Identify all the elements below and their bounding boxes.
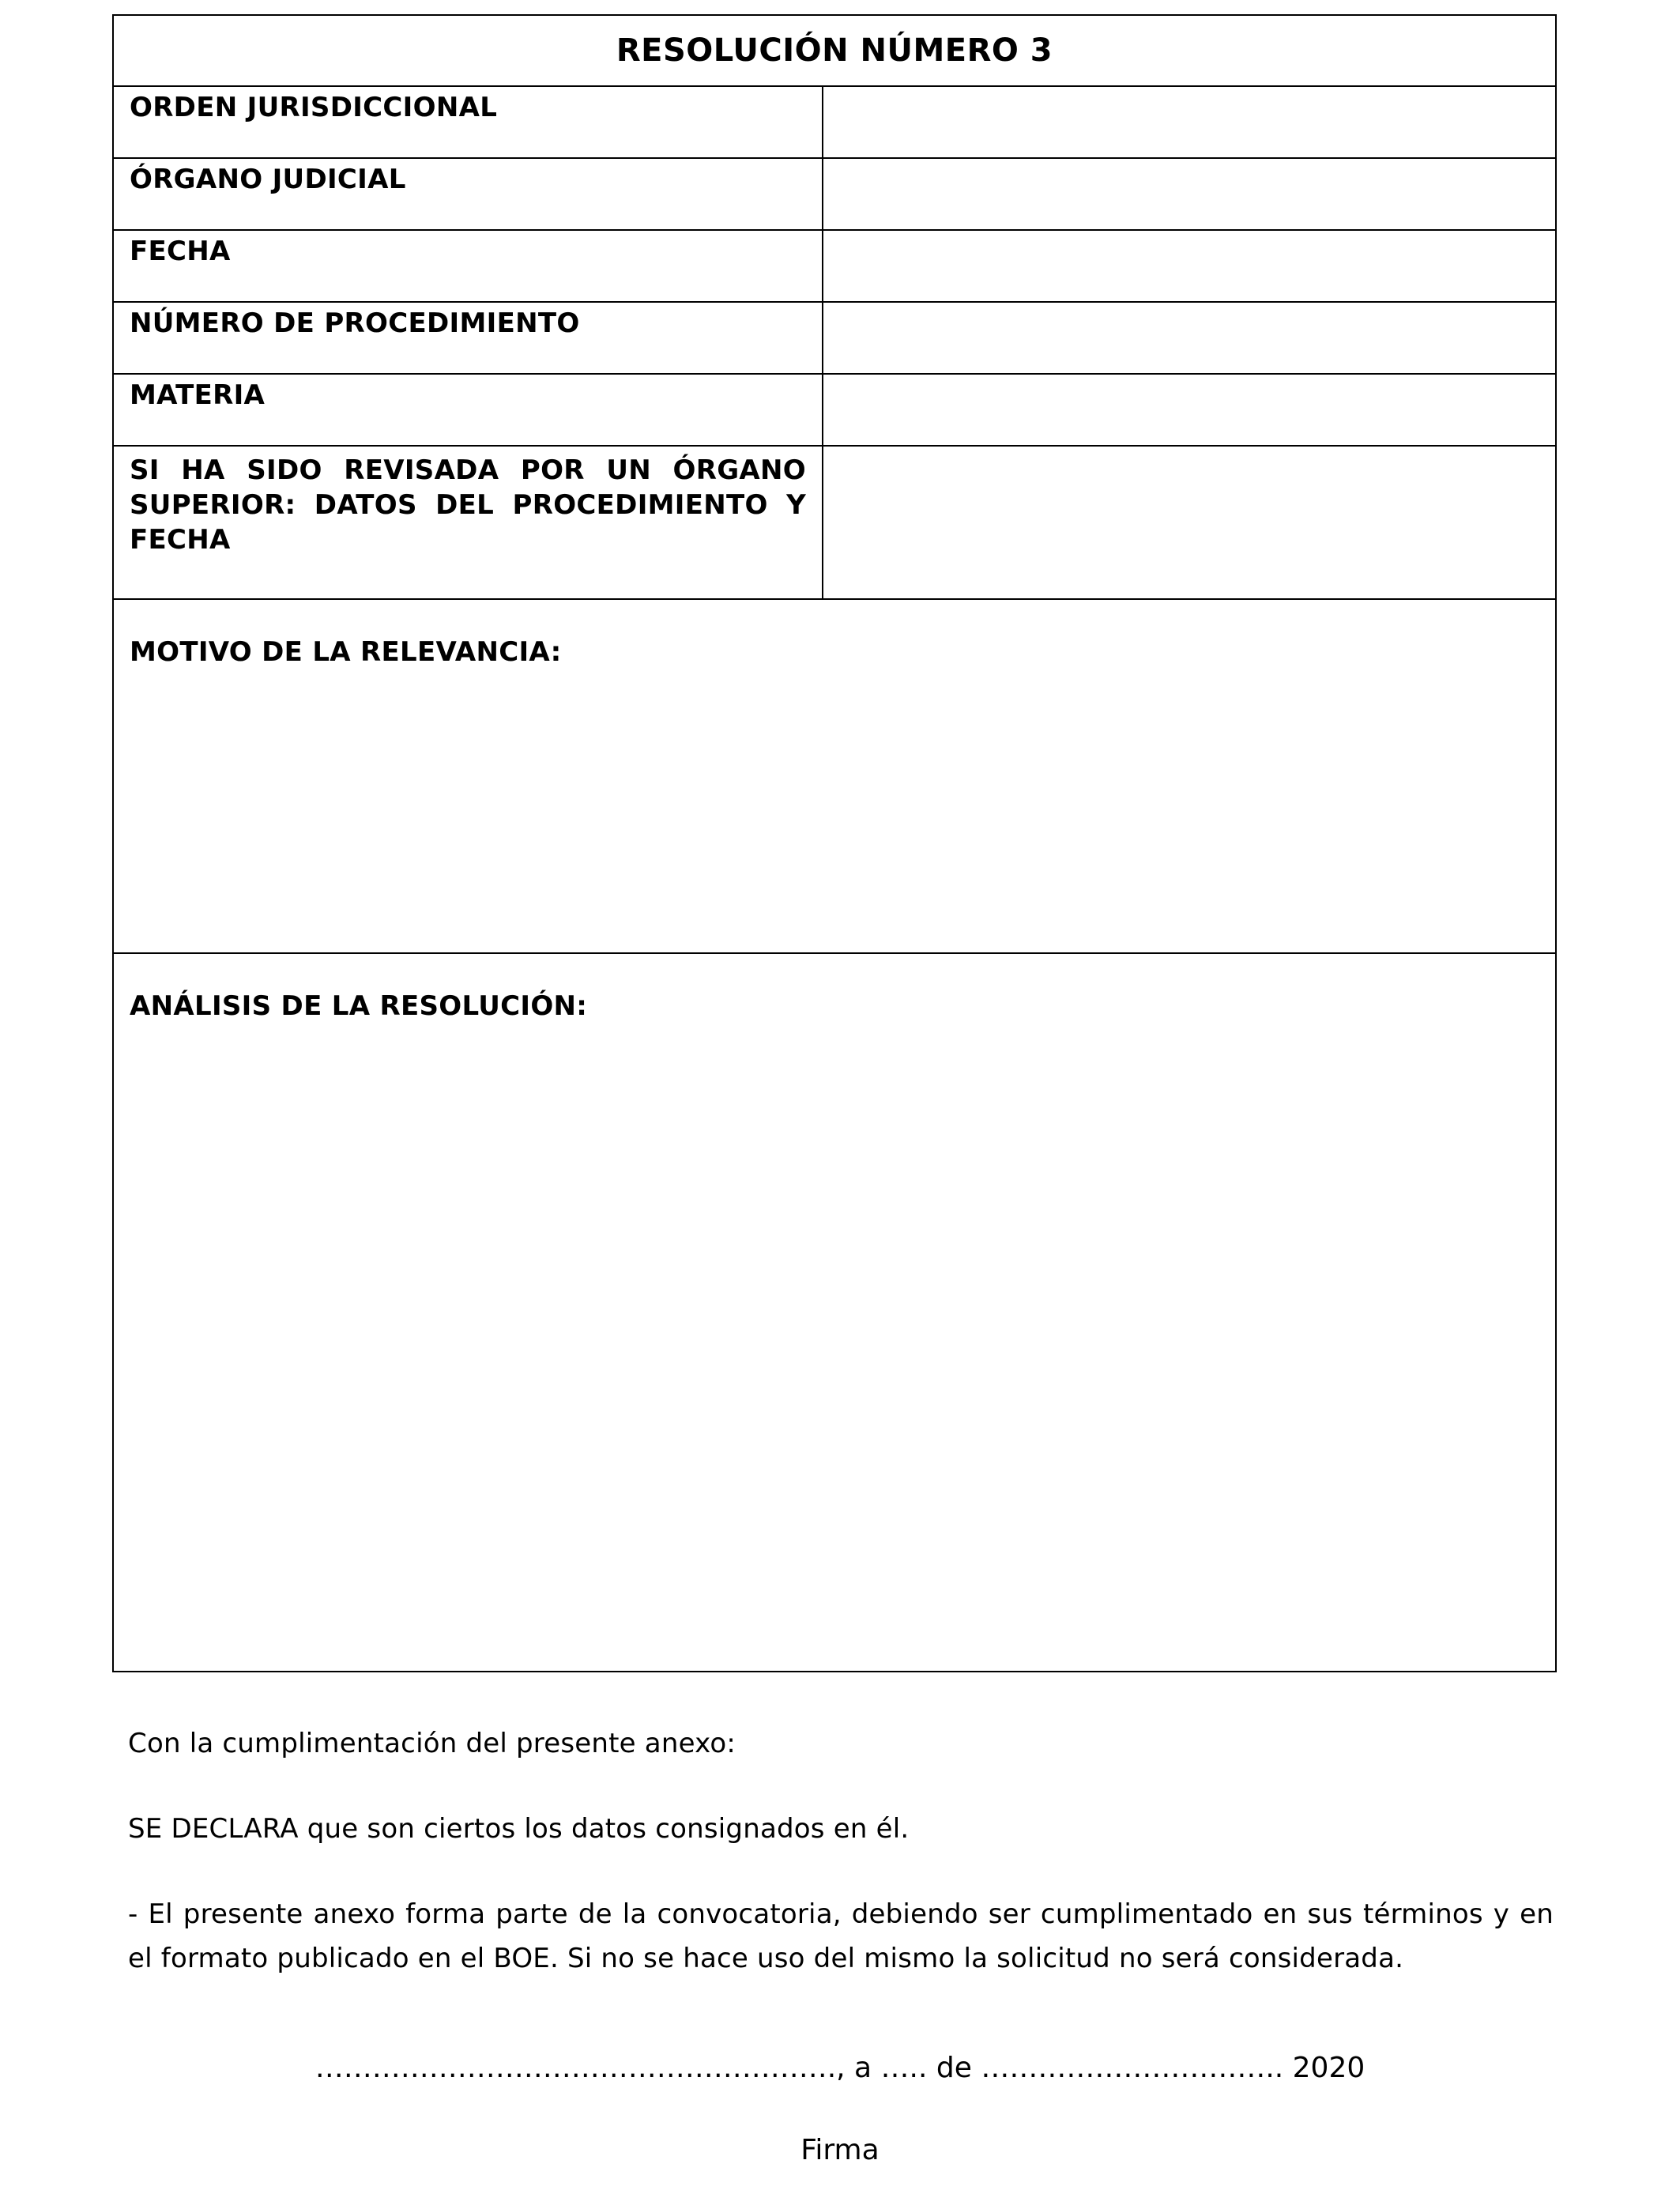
footer-note: - El presente anexo forma parte de la convocatoria, debiendo ser cumplimentado en sus términos y en el formato publicado en el BOE. Si no se hace uso del mismo la solicitud no será considerada. (128, 1898, 1554, 1974)
field-value-input[interactable] (823, 303, 1555, 373)
field-row-revision-superior (114, 447, 1555, 600)
field-label: ORDEN JURISDICCIONAL (114, 87, 823, 157)
field-label: ÓRGANO JUDICIAL (114, 159, 823, 229)
footer-intro: Con la cumplimentación del presente anexo: (128, 1728, 736, 1759)
form-title: RESOLUCIÓN NÚMERO 3 (114, 16, 1555, 87)
field-value-input[interactable] (823, 87, 1555, 157)
relevance-label: MOTIVO DE LA RELEVANCIA: (130, 636, 562, 668)
field-label: FECHA (114, 231, 823, 301)
field-label: SI HA SIDO REVISADA POR UN ÓRGANO SUPERIOR: DATOS DEL PROCEDIMIENTO Y FECHA (114, 447, 823, 598)
field-row-fecha (114, 231, 1555, 303)
relevance-section[interactable] (114, 600, 1555, 954)
footer-declaration: SE DECLARA que son ciertos los datos consignados en él. (128, 1813, 910, 1845)
field-row-materia (114, 375, 1555, 447)
field-value-input[interactable] (823, 375, 1555, 445)
resolution-form-table (112, 14, 1557, 1672)
field-value-input[interactable] (823, 447, 1555, 598)
analysis-value[interactable] (130, 1041, 1539, 1655)
field-label: MATERIA (114, 375, 823, 445)
field-value-input[interactable] (823, 159, 1555, 229)
analysis-label: ANÁLISIS DE LA RESOLUCIÓN: (130, 990, 588, 1022)
signature-label: Firma (800, 2134, 880, 2166)
analysis-section[interactable] (114, 954, 1555, 1671)
field-value-input[interactable] (823, 231, 1555, 301)
field-row-organo-judicial (114, 159, 1555, 231)
field-row-orden-jurisdiccional (114, 87, 1555, 159)
place-date-line: ………………………………………………., a ….. de ………………………….. 2020 (315, 2052, 1365, 2084)
field-label: NÚMERO DE PROCEDIMIENTO (114, 303, 823, 373)
field-row-numero-procedimiento (114, 303, 1555, 375)
relevance-value[interactable] (130, 687, 1539, 937)
